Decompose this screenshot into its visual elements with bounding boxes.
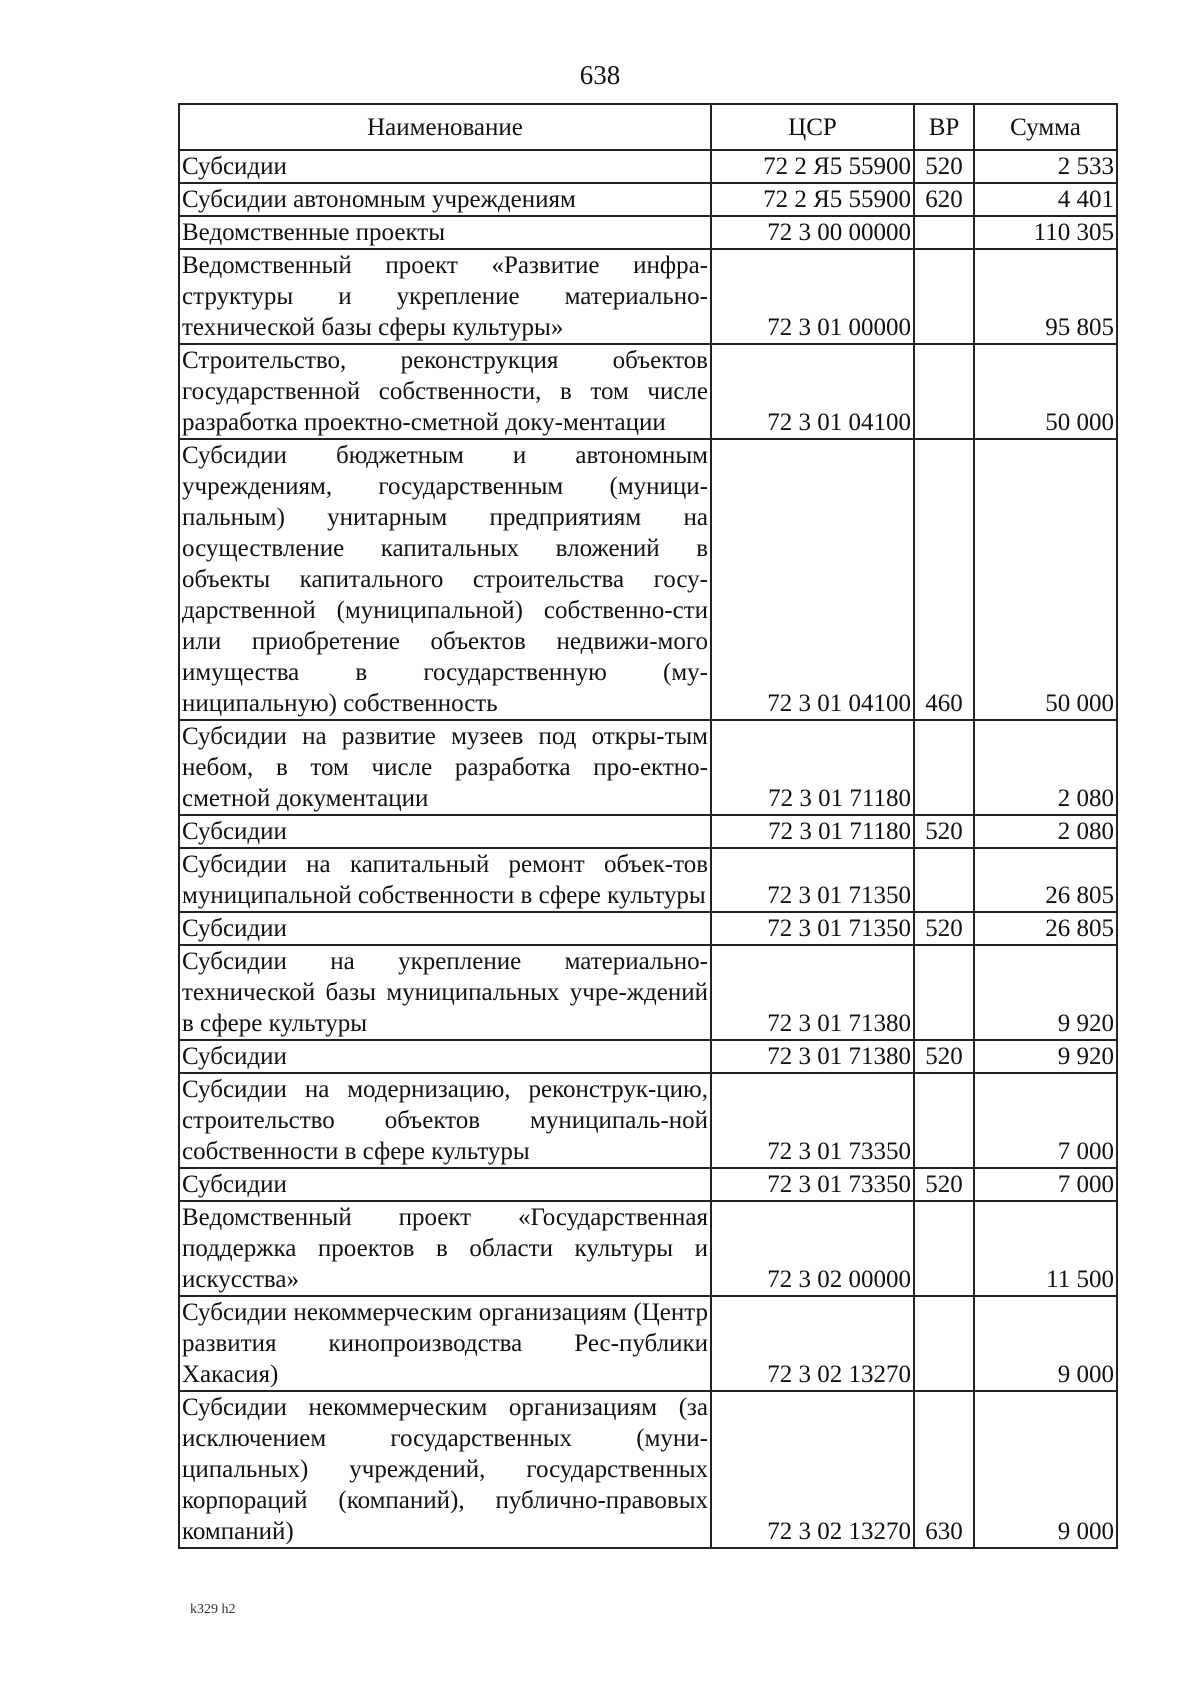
row-name: Субсидии — [179, 815, 711, 848]
row-sum: 2 080 — [974, 720, 1117, 815]
footer-code: k329 h2 — [190, 1602, 236, 1617]
row-sum: 9 920 — [974, 1040, 1117, 1073]
row-vr: 520 — [914, 912, 974, 945]
row-sum: 50 000 — [974, 439, 1117, 720]
row-vr: 620 — [914, 183, 974, 216]
row-name: Строительство, реконструкция объектов государственной собственности, в том числе разработка проектно-сметной доку-ментации — [179, 344, 711, 439]
row-vr — [914, 1073, 974, 1168]
table-row — [179, 1201, 1117, 1296]
row-sum: 110 305 — [974, 216, 1117, 249]
row-vr — [914, 1201, 974, 1296]
row-sum: 95 805 — [974, 249, 1117, 344]
row-csr: 72 3 01 04100 — [711, 344, 914, 439]
row-sum: 26 805 — [974, 912, 1117, 945]
column-header-name: Наименование — [179, 104, 711, 150]
row-name: Субсидии автономным учреждениям — [179, 183, 711, 216]
table-row — [179, 1168, 1117, 1201]
row-name: Ведомственные проекты — [179, 216, 711, 249]
column-header-vr: ВР — [914, 104, 974, 150]
row-name: Субсидии бюджетным и автономным учреждениям, государственным (муници-пальным) унитарным предприятиям на осуществление капитальных вложений в объекты капитального строительства госу-дарственной (муниципальной) собственно-сти или приобретение объектов недвижи-мого имущества в государственную (му-ниципальную) собственность — [179, 439, 711, 720]
row-vr — [914, 1296, 974, 1391]
row-name: Субсидии — [179, 150, 711, 183]
table-row — [179, 344, 1117, 439]
row-csr: 72 3 01 71350 — [711, 848, 914, 912]
row-name: Субсидии некоммерческим организациям (Центр развития кинопроизводства Рес-публики Хакасия) — [179, 1296, 711, 1391]
row-csr: 72 3 01 71380 — [711, 945, 914, 1040]
row-vr — [914, 848, 974, 912]
row-name: Субсидии на укрепление материально-технической базы муниципальных учре-ждений в сфере культуры — [179, 945, 711, 1040]
row-csr: 72 3 00 00000 — [711, 216, 914, 249]
row-csr: 72 3 01 71180 — [711, 815, 914, 848]
row-name: Субсидии некоммерческим организациям (за исключением государственных (муни-ципальных) учреждений, государственных корпораций (компаний), публично-правовых компаний) — [179, 1391, 711, 1548]
table-row — [179, 1073, 1117, 1168]
row-csr: 72 3 02 13270 — [711, 1296, 914, 1391]
row-csr: 72 2 Я5 55900 — [711, 150, 914, 183]
row-name: Ведомственный проект «Государственная поддержка проектов в области культуры и искусства» — [179, 1201, 711, 1296]
row-csr: 72 3 01 04100 — [711, 439, 914, 720]
row-name: Субсидии — [179, 912, 711, 945]
table-row — [179, 848, 1117, 912]
table-row — [179, 216, 1117, 249]
row-csr: 72 3 01 71380 — [711, 1040, 914, 1073]
table-row — [179, 1391, 1117, 1548]
row-vr — [914, 720, 974, 815]
row-sum: 50 000 — [974, 344, 1117, 439]
table-row — [179, 183, 1117, 216]
row-csr: 72 3 01 73350 — [711, 1168, 914, 1201]
table-row — [179, 249, 1117, 344]
row-name: Субсидии на развитие музеев под откры-тым небом, в том числе разработка про-ектно-сметной документации — [179, 720, 711, 815]
table-row — [179, 912, 1117, 945]
row-vr: 630 — [914, 1391, 974, 1548]
row-sum: 2 533 — [974, 150, 1117, 183]
row-name: Субсидии на капитальный ремонт объек-тов муниципальной собственности в сфере культуры — [179, 848, 711, 912]
row-csr: 72 3 01 73350 — [711, 1073, 914, 1168]
row-name: Субсидии — [179, 1040, 711, 1073]
row-csr: 72 3 02 13270 — [711, 1391, 914, 1548]
row-sum: 9 000 — [974, 1296, 1117, 1391]
table-row — [179, 1296, 1117, 1391]
column-header-sum: Сумма — [974, 104, 1117, 150]
row-csr: 72 3 01 00000 — [711, 249, 914, 344]
row-vr: 520 — [914, 815, 974, 848]
budget-table — [178, 103, 1118, 1549]
column-header-csr: ЦСР — [711, 104, 914, 150]
row-vr: 520 — [914, 1168, 974, 1201]
page-number: 638 — [579, 60, 621, 90]
row-vr — [914, 945, 974, 1040]
table-row — [179, 945, 1117, 1040]
row-sum: 7 000 — [974, 1073, 1117, 1168]
row-csr: 72 3 01 71180 — [711, 720, 914, 815]
row-name: Субсидии — [179, 1168, 711, 1201]
row-vr — [914, 344, 974, 439]
table-row — [179, 720, 1117, 815]
table-row — [179, 439, 1117, 720]
table-row — [179, 815, 1117, 848]
row-vr: 520 — [914, 150, 974, 183]
row-sum: 9 000 — [974, 1391, 1117, 1548]
row-vr: 520 — [914, 1040, 974, 1073]
row-sum: 7 000 — [974, 1168, 1117, 1201]
row-vr — [914, 249, 974, 344]
row-csr: 72 3 01 71350 — [711, 912, 914, 945]
row-vr: 460 — [914, 439, 974, 720]
row-csr: 72 2 Я5 55900 — [711, 183, 914, 216]
row-sum: 2 080 — [974, 815, 1117, 848]
row-sum: 9 920 — [974, 945, 1117, 1040]
table-row — [179, 150, 1117, 183]
table-header-row — [179, 104, 1117, 150]
row-name: Субсидии на модернизацию, реконструк-цию, строительство объектов муниципаль-ной собственности в сфере культуры — [179, 1073, 711, 1168]
row-sum: 26 805 — [974, 848, 1117, 912]
row-vr — [914, 216, 974, 249]
row-sum: 4 401 — [974, 183, 1117, 216]
row-name: Ведомственный проект «Развитие инфра-структуры и укрепление материально-технической базы сферы культуры» — [179, 249, 711, 344]
table-row — [179, 1040, 1117, 1073]
row-sum: 11 500 — [974, 1201, 1117, 1296]
row-csr: 72 3 02 00000 — [711, 1201, 914, 1296]
